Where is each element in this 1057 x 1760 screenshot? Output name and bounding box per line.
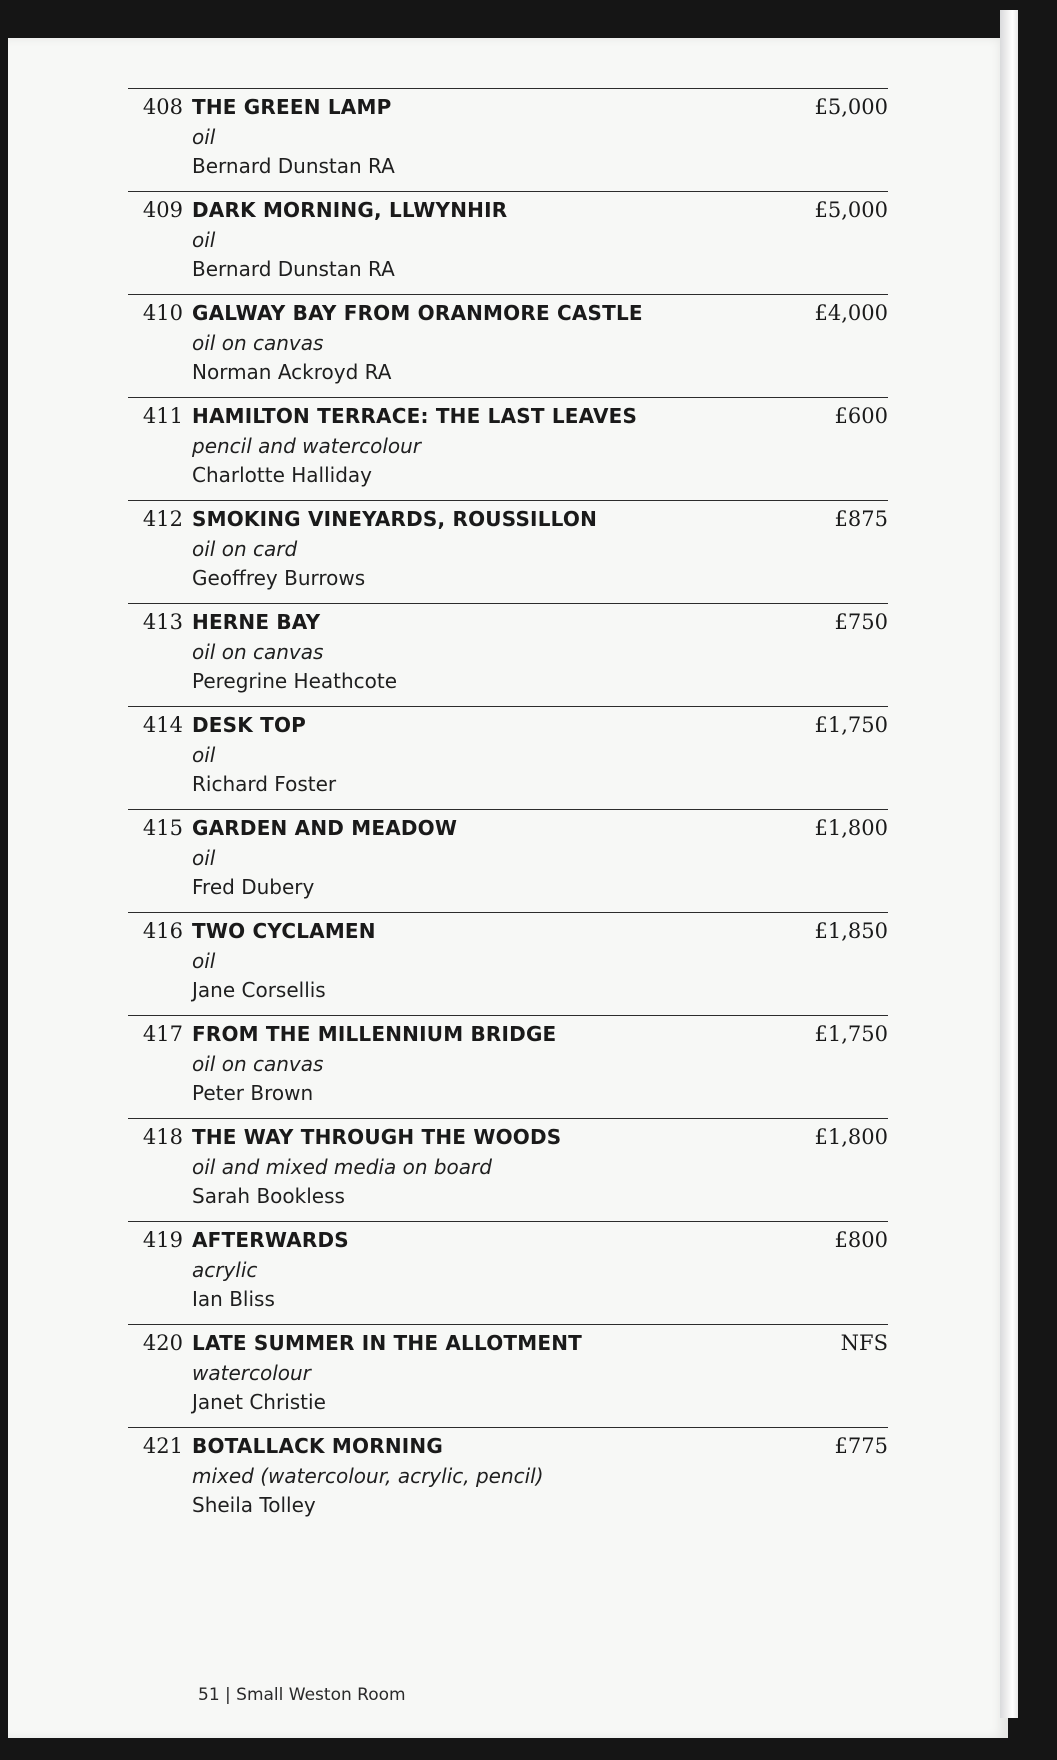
entry-medium: oil [192,743,216,767]
entry-medium: oil on canvas [192,1052,324,1076]
entry-medium: oil on canvas [192,640,324,664]
entry-number: 420 [142,1331,183,1355]
entry-price: £600 [834,404,888,428]
entry-price: £1,800 [814,816,888,840]
entry-title: HERNE BAY [192,610,321,634]
entry-price: £1,750 [814,1022,888,1046]
entry-price: £1,800 [814,1125,888,1149]
entry-medium: watercolour [192,1361,311,1385]
entry-title: BOTALLACK MORNING [192,1434,443,1458]
entry-price: £750 [834,610,888,634]
entry-medium: mixed (watercolour, acrylic, pencil) [192,1464,544,1488]
catalogue-entry [128,1427,888,1530]
catalogue-entry [128,500,888,603]
entry-medium: pencil and watercolour [192,434,422,458]
entry-price: £4,000 [814,301,888,325]
entry-title: THE GREEN LAMP [192,95,392,119]
catalogue-entry [128,88,888,191]
entry-number: 413 [142,610,183,634]
entry-number: 408 [142,95,183,119]
entry-price: £1,850 [814,919,888,943]
entry-artist: Geoffrey Burrows [192,566,366,590]
entry-number: 416 [142,919,183,943]
entry-price: NFS [840,1331,888,1355]
entry-medium: acrylic [192,1258,258,1282]
entry-number: 417 [142,1022,183,1046]
entry-price: £800 [834,1228,888,1252]
catalogue-entry [128,809,888,912]
entry-title: TWO CYCLAMEN [192,919,376,943]
entry-artist: Janet Christie [192,1390,326,1414]
entry-medium: oil [192,846,216,870]
entry-artist: Norman Ackroyd RA [192,360,392,384]
catalogue-list [128,88,888,1530]
catalogue-entry [128,1118,888,1221]
catalogue-page [8,38,1008,1738]
page-footer: 51 | Small Weston Room [198,1685,406,1705]
entry-title: HAMILTON TERRACE: THE LAST LEAVES [192,404,638,428]
entry-artist: Richard Foster [192,772,337,796]
entry-medium: oil on canvas [192,331,324,355]
entry-price: £5,000 [814,95,888,119]
entry-artist: Ian Bliss [192,1287,275,1311]
entry-price: £875 [834,507,888,531]
catalogue-entry [128,706,888,809]
entry-number: 421 [142,1434,183,1458]
entry-number: 411 [142,404,183,428]
entry-number: 410 [142,301,183,325]
entry-title: GALWAY BAY FROM ORANMORE CASTLE [192,301,643,325]
entry-medium: oil [192,125,216,149]
entry-price: £1,750 [814,713,888,737]
entry-title: DARK MORNING, LLWYNHIR [192,198,508,222]
entry-title: LATE SUMMER IN THE ALLOTMENT [192,1331,583,1355]
entry-number: 414 [142,713,183,737]
entry-artist: Bernard Dunstan RA [192,257,395,281]
entry-artist: Sheila Tolley [192,1493,316,1517]
page-edge [1000,10,1018,1718]
entry-artist: Sarah Bookless [192,1184,345,1208]
entry-medium: oil [192,228,216,252]
entry-artist: Peregrine Heathcote [192,669,398,693]
catalogue-entry [128,912,888,1015]
catalogue-entry [128,1324,888,1427]
entry-artist: Bernard Dunstan RA [192,154,395,178]
entry-title: THE WAY THROUGH THE WOODS [192,1125,562,1149]
catalogue-entry [128,1015,888,1118]
entry-artist: Fred Dubery [192,875,315,899]
entry-artist: Jane Corsellis [192,978,326,1002]
catalogue-entry [128,603,888,706]
entry-title: DESK TOP [192,713,307,737]
entry-medium: oil on card [192,537,298,561]
catalogue-entry [128,397,888,500]
entry-title: AFTERWARDS [192,1228,349,1252]
entry-number: 415 [142,816,183,840]
entry-number: 412 [142,507,183,531]
entry-title: FROM THE MILLENNIUM BRIDGE [192,1022,557,1046]
entry-medium: oil [192,949,216,973]
catalogue-entry [128,191,888,294]
entry-price: £5,000 [814,198,888,222]
entry-title: SMOKING VINEYARDS, ROUSSILLON [192,507,598,531]
entry-artist: Peter Brown [192,1081,314,1105]
catalogue-entry [128,1221,888,1324]
entry-price: £775 [834,1434,888,1458]
entry-number: 419 [142,1228,183,1252]
entry-medium: oil and mixed media on board [192,1155,492,1179]
entry-title: GARDEN AND MEADOW [192,816,458,840]
entry-number: 409 [142,198,183,222]
entry-number: 418 [142,1125,183,1149]
entry-artist: Charlotte Halliday [192,463,373,487]
catalogue-entry [128,294,888,397]
